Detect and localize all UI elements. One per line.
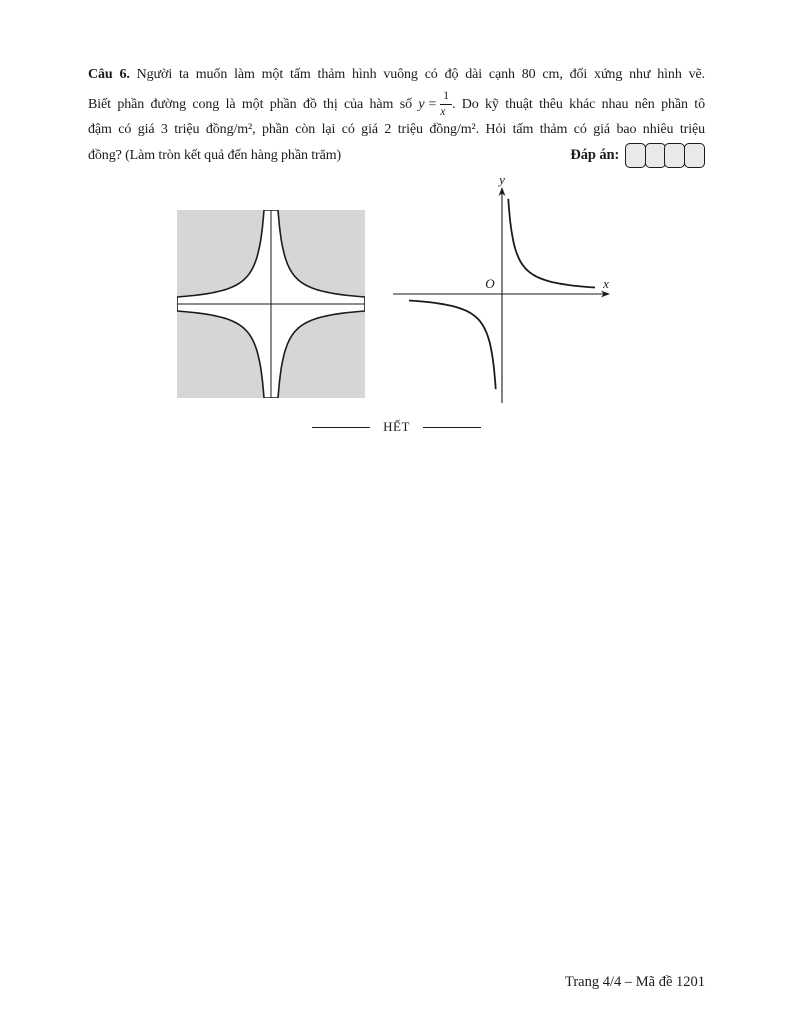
end-marker-text: HẾT [383, 419, 410, 434]
question-text-4: đồng? (Làm tròn kết quả đến hàng phần trăm) [88, 147, 342, 163]
formula-lhs: y [418, 96, 425, 112]
question-line-3: đậm có giá 3 triệu đồng/m², phần còn lại có giá 2 triệu đồng/m². Hỏi tấm thảm có giá bao nhiêu triệu [88, 122, 705, 137]
answer-label: Đáp án: [570, 147, 620, 163]
question-line-1 [88, 67, 705, 83]
graph-figure [388, 172, 620, 412]
question-line-4 [88, 143, 705, 168]
answer-box [684, 143, 705, 168]
question-text-2b: . Do kỹ thuật thêu khác nhau nên phần tô [451, 96, 705, 112]
formula-y-equals-1-over-x [418, 90, 452, 119]
x-axis-label: x [603, 276, 609, 291]
fraction-denominator: x [440, 106, 446, 119]
question-text-2a: Biết phần đường cong là một phần đồ thị của hàm số [88, 96, 412, 112]
carpet-figure [177, 210, 365, 398]
end-marker [88, 419, 705, 435]
end-rule-left [312, 427, 370, 428]
answer-box [625, 143, 646, 168]
end-rule-right [423, 427, 481, 428]
y-axis-label: y [499, 172, 505, 187]
answer-box [664, 143, 685, 168]
page-footer: Trang 4/4 – Mã đề 1201 [564, 974, 705, 990]
graph-branch-negative [409, 301, 496, 390]
fraction-numerator: 1 [440, 90, 452, 105]
question-text-1: Người ta muốn làm một tấm thảm hình vuông có độ dài cạnh 80 cm, đối xứng như hình vẽ. [136, 67, 705, 82]
formula-equals-sign: = [428, 96, 437, 112]
answer-box [645, 143, 666, 168]
question-line-2 [88, 90, 705, 119]
origin-label: O [485, 276, 495, 291]
formula-fraction [440, 90, 452, 119]
question-number: Câu 6. [88, 67, 130, 82]
answer-area [570, 143, 705, 168]
graph-branch-positive [508, 199, 595, 288]
